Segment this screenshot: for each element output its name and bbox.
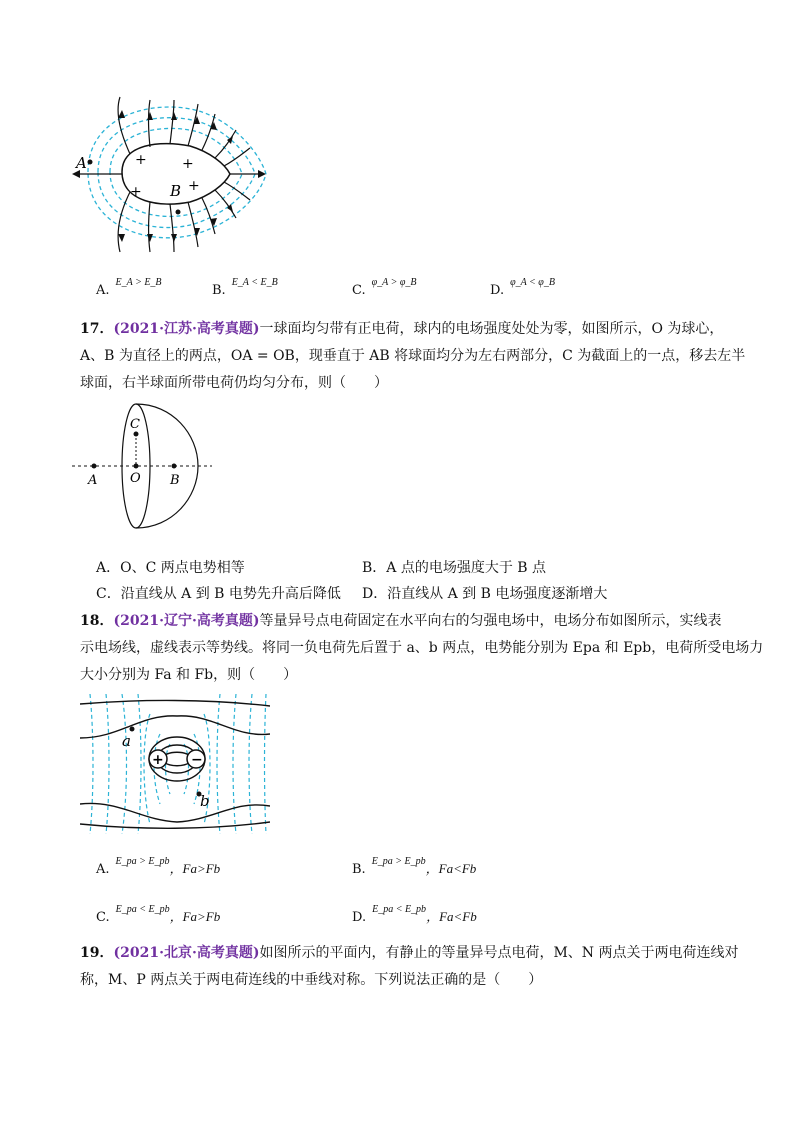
q17-option-c[interactable]: C．沿直线从 A 到 B 电势先升高后降低 — [96, 586, 341, 602]
q17-label-B: B — [170, 473, 180, 488]
q16-label-B: B — [170, 182, 182, 200]
q18-option-b[interactable]: B.$^{E\_pa > E\_pb}$，Fa<Fb — [352, 856, 477, 877]
q18-positive-charge: + — [152, 752, 164, 768]
q17-stem-line2: A、B 为直径上的两点，OA = OB，现垂直于 AB 将球面均分为左右两部分，C 为截面上的一点，移去左半 — [80, 348, 746, 364]
q17-stem-line1: 17．(2021·江苏·高考真题)一球面均匀带有正电荷，球内的电场强度处处为零，如图所示，O 为球心， — [80, 321, 724, 337]
q16-plus-3: + — [130, 184, 142, 200]
q16-plus-1: + — [135, 152, 147, 168]
q17-option-b[interactable]: B．A 点的电场强度大于 B 点 — [362, 560, 547, 576]
q16-plus-2: + — [182, 156, 194, 172]
q18-field-figure — [80, 694, 270, 834]
q18-option-a[interactable]: A.$^{E\_pa > E\_pb}$，Fa>Fb — [96, 856, 221, 877]
q17-hemisphere-figure — [72, 400, 212, 532]
q16-option-d[interactable]: D.$^{\varphi\_A < \varphi\_B}$ — [490, 277, 555, 298]
q18-label-b: b — [200, 792, 210, 810]
q16-plus-4: + — [188, 178, 200, 194]
q17-option-a[interactable]: A．O、C 两点电势相等 — [96, 560, 245, 576]
q17-option-d[interactable]: D．沿直线从 A 到 B 电场强度逐渐增大 — [362, 586, 608, 602]
q18-label-a: a — [122, 732, 131, 750]
q18-option-d[interactable]: D.$^{E\_pa < E\_pb}$，Fa<Fb — [352, 904, 477, 925]
q16-field-figure — [70, 92, 270, 262]
q16-option-a[interactable]: A.$^{E\_A > E\_B}$ — [96, 277, 162, 298]
q16-option-c[interactable]: C.$^{\varphi\_A > \varphi\_B}$ — [352, 277, 417, 298]
q16-option-b[interactable]: B.$^{E\_A < E\_B}$ — [212, 277, 278, 298]
q18-negative-charge: − — [191, 752, 203, 768]
q17-label-O: O — [130, 471, 141, 486]
q18-stem-line1: 18．(2021·辽宁·高考真题)等量异号点电荷固定在水平向右的匀强电场中，电场分布如图所示，实线表 — [80, 613, 722, 629]
q17-stem-line3: 球面，右半球面所带电荷仍均匀分布，则（ ） — [80, 375, 388, 391]
q19-stem-line2: 称，M、P 两点关于两电荷连线的中垂线对称。下列说法正确的是（ ） — [80, 972, 543, 988]
q17-label-C: C — [130, 417, 140, 432]
q16-label-A: A — [76, 154, 87, 172]
q18-option-c[interactable]: C.$^{E\_pa < E\_pb}$，Fa>Fb — [96, 904, 221, 925]
q18-stem-line2: 示电场线，虚线表示等势线。将同一负电荷先后置于 a、b 两点，电势能分别为 Epa 和 Epb，电荷所受电场力 — [80, 640, 764, 656]
q17-label-A: A — [88, 473, 98, 488]
q18-stem-line3: 大小分别为 Fa 和 Fb，则（ ） — [80, 667, 298, 683]
q19-stem-line1: 19．(2021·北京·高考真题)如图所示的平面内，有静止的等量异号点电荷，M、N 两点关于两电荷连线对 — [80, 945, 739, 961]
